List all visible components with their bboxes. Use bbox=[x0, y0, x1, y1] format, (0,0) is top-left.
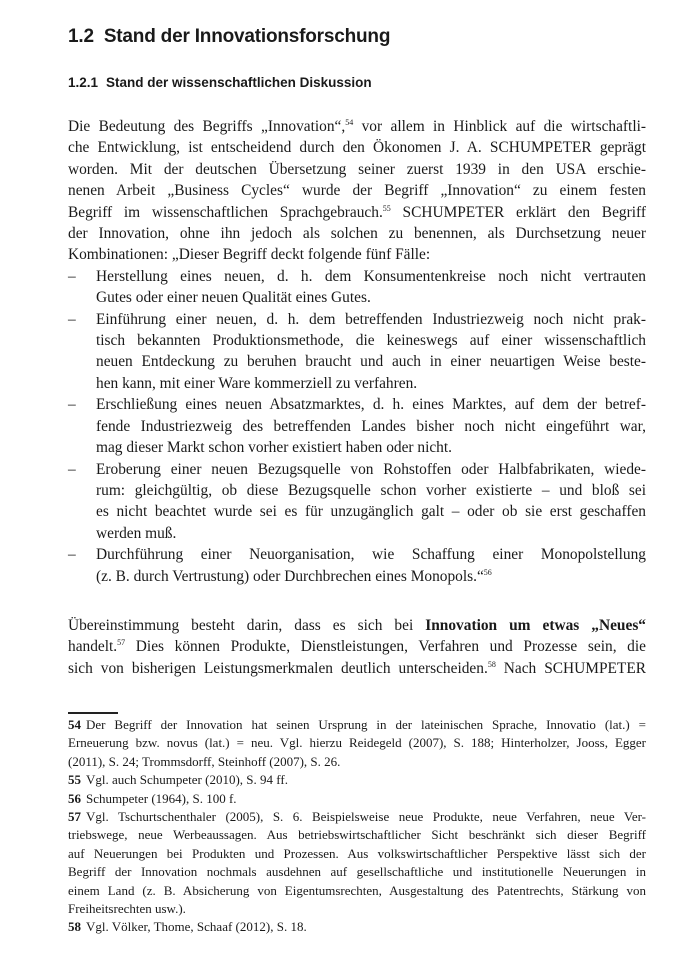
footnote-line: triebswege, neue Werbeaussagen. Aus betriebswirtschaftlicher Sicht beschränkt sich dieser Begriff bbox=[68, 827, 646, 843]
footnote-ref-55[interactable]: 55 bbox=[382, 203, 391, 213]
list-item bbox=[68, 394, 646, 458]
footnote-line: Erneuerung bzw. novus (lat.) = neu. Vgl. hierzu Reidegeld (2007), S. 188; Hinterholzer, Jooss, Egger bbox=[68, 735, 646, 751]
section-title: Stand der Innovationsforschung bbox=[103, 26, 391, 47]
footnote-line: 58 Vgl. Völker, Thome, Schaaf (2012), S. 18. bbox=[68, 919, 307, 935]
footnote-58 bbox=[68, 918, 646, 936]
text-line: Eroberung einer neuen Bezugsquelle von Rohstoffen oder Halbfabrikaten, wiede- bbox=[96, 460, 646, 478]
text-line: Herstellung eines neuen, d. h. dem Konsumentenkreise noch nicht vertrauten bbox=[96, 267, 646, 285]
subsection-heading bbox=[68, 75, 372, 90]
emphasis-text: Innovation um etwas „Neues“ bbox=[425, 617, 647, 634]
footnote-ref-56[interactable]: 56 bbox=[483, 567, 492, 577]
footnote-separator bbox=[68, 712, 118, 714]
footnote-56 bbox=[68, 790, 646, 808]
list-dash: – bbox=[68, 310, 76, 328]
list-item bbox=[68, 309, 646, 395]
footnote-number: 55 bbox=[68, 772, 81, 788]
text-line: worden. Mit der deutschen Übersetzung seiner zuerst 1939 in den USA erschie- bbox=[68, 160, 646, 178]
footnote-number: 56 bbox=[68, 790, 81, 806]
list-dash: – bbox=[68, 460, 76, 478]
footnote-number: 58 bbox=[68, 919, 81, 935]
paragraph-intro bbox=[68, 116, 646, 587]
text-line: fende Industriezweig des betreffenden Landes bisher noch nicht eingeführt war, bbox=[96, 417, 646, 435]
list-item bbox=[68, 459, 646, 545]
text-line: Die Bedeutung des Begriffs „Innovation“,$^{54}$ vor allem in Hinblick auf die wirtschaftli- bbox=[68, 117, 647, 135]
text-line: Gutes oder einer neuen Qualität eines Gutes. bbox=[96, 289, 371, 307]
text-line: Einführung einer neuen, d. h. dem betreffenden Industriezweig noch nicht prak- bbox=[96, 310, 646, 328]
text-line: Begriff im wissenschaftlichen Sprachgebrauch.$^{55}$ SCHUMPETER erklärt den Begriff bbox=[68, 203, 646, 221]
footnote-54 bbox=[68, 716, 646, 771]
text-line: Durchführung einer Neuorganisation, wie Schaffung einer Monopolstellung bbox=[96, 546, 646, 564]
footnote-line: einem Land (z. B. Absicherung von Eigentumsrechten, Ausgestaltung des Patentrechts, Stärkung von bbox=[68, 882, 646, 898]
text-line: rum: gleichgültig, ob diese Bezugsquelle schon vorher existierte – und bloß sei bbox=[96, 481, 646, 499]
footnote-57 bbox=[68, 808, 646, 918]
text-line: handelt.$^{57}$ Dies können Produkte, Dienstleistungen, Verfahren und Prozesse sein, die bbox=[68, 638, 646, 656]
footnote-ref-58[interactable]: 58 bbox=[487, 659, 496, 669]
text-line: Kombinationen: „Dieser Begriff deckt folgende fünf Fälle: bbox=[68, 246, 431, 264]
text-line: der Innovation, ohne ihn jedoch als solchen zu benennen, als Durchsetzung neuer bbox=[68, 225, 646, 243]
text-line: sich von bisherigen Leistungsmerkmalen deutlich unterscheiden.$^{58}$ Nach SCHUMPETER bbox=[68, 659, 646, 677]
text-line: es nicht beachtet wurde sei es für unzugänglich galt – oder ob sie erst geschaffen bbox=[96, 503, 646, 521]
text-line: Erschließung eines neuen Absatzmarktes, d. h. eines Marktes, auf dem der betref- bbox=[96, 396, 646, 414]
subsection-title: Stand der wissenschaftlichen Diskussion bbox=[106, 75, 372, 90]
section-number: 1.2 bbox=[68, 26, 94, 47]
text-line: che Entwicklung, ist entscheidend durch den Ökonomen J. A. SCHUMPETER geprägt bbox=[68, 139, 646, 157]
footnote-number: 54 bbox=[68, 717, 81, 732]
footnote-55 bbox=[68, 771, 646, 789]
footnote-line: 55 Vgl. auch Schumpeter (2010), S. 94 ff. bbox=[68, 772, 288, 788]
footnote-ref-54[interactable]: 54 bbox=[345, 117, 354, 127]
footnotes bbox=[68, 716, 646, 937]
text-line: nenen Arbeit „Business Cycles“ wurde der Begriff „Innovation“ zu einem festen bbox=[68, 182, 646, 200]
text-line: hen kann, mit einer Ware kommerziell zu verfahren. bbox=[96, 374, 418, 392]
list-dash: – bbox=[68, 546, 76, 564]
innovation-cases-list bbox=[68, 266, 646, 587]
footnote-line: 56 Schumpeter (1964), S. 100 f. bbox=[68, 790, 237, 806]
paragraph-consensus bbox=[68, 615, 646, 679]
footnote-line: (2011), S. 24; Trommsdorff, Steinhoff (2007), S. 26. bbox=[68, 753, 341, 769]
list-dash: – bbox=[68, 267, 76, 285]
footnote-line: 57 Vgl. Tschurtschenthaler (2005), S. 6. Beispielsweise neue Produkte, neue Verfahren, neue Ver- bbox=[68, 809, 646, 825]
text-line: (z. B. durch Vertrustung) oder Durchbrechen eines Monopols.“$^{56}$ bbox=[96, 567, 492, 585]
list-dash: – bbox=[68, 396, 76, 414]
text-line: mag dieser Markt schon vorher existiert haben oder nicht. bbox=[96, 439, 453, 457]
footnote-number: 57 bbox=[68, 809, 81, 825]
text-line: neuen Entdeckung zu beruhen braucht und auch in einer neuartigen Weise beste- bbox=[96, 353, 646, 371]
list-item bbox=[68, 266, 646, 309]
list-item bbox=[68, 544, 646, 587]
footnote-line: auf Neuerungen bei Produkten und Prozessen. Aus volkswirtschaftlicher Perspektive lässt sich der bbox=[68, 845, 646, 861]
footnote-line: Begriff der Innovation nochmals ausdehnen auf gesellschaftliche und institutionelle Neuerungen in bbox=[68, 864, 646, 880]
text-line: tisch bekannten Produktionsmethode, die keineswegs auf einer wissenschaftlich bbox=[96, 332, 646, 350]
text-line: Übereinstimmung besteht darin, dass es sich bei Innovation um etwas „Neues“ bbox=[68, 617, 647, 634]
footnote-line: 54 Der Begriff der Innovation hat seinen Ursprung in der lateinischen Sprache, Innovatio (lat.) = bbox=[68, 717, 646, 732]
footnote-ref-57[interactable]: 57 bbox=[117, 638, 126, 648]
section-heading bbox=[68, 26, 390, 48]
text-line: werden muß. bbox=[96, 524, 177, 542]
subsection-number: 1.2.1 bbox=[68, 75, 99, 90]
footnote-line: Freiheitsrechten usw.). bbox=[68, 901, 186, 917]
